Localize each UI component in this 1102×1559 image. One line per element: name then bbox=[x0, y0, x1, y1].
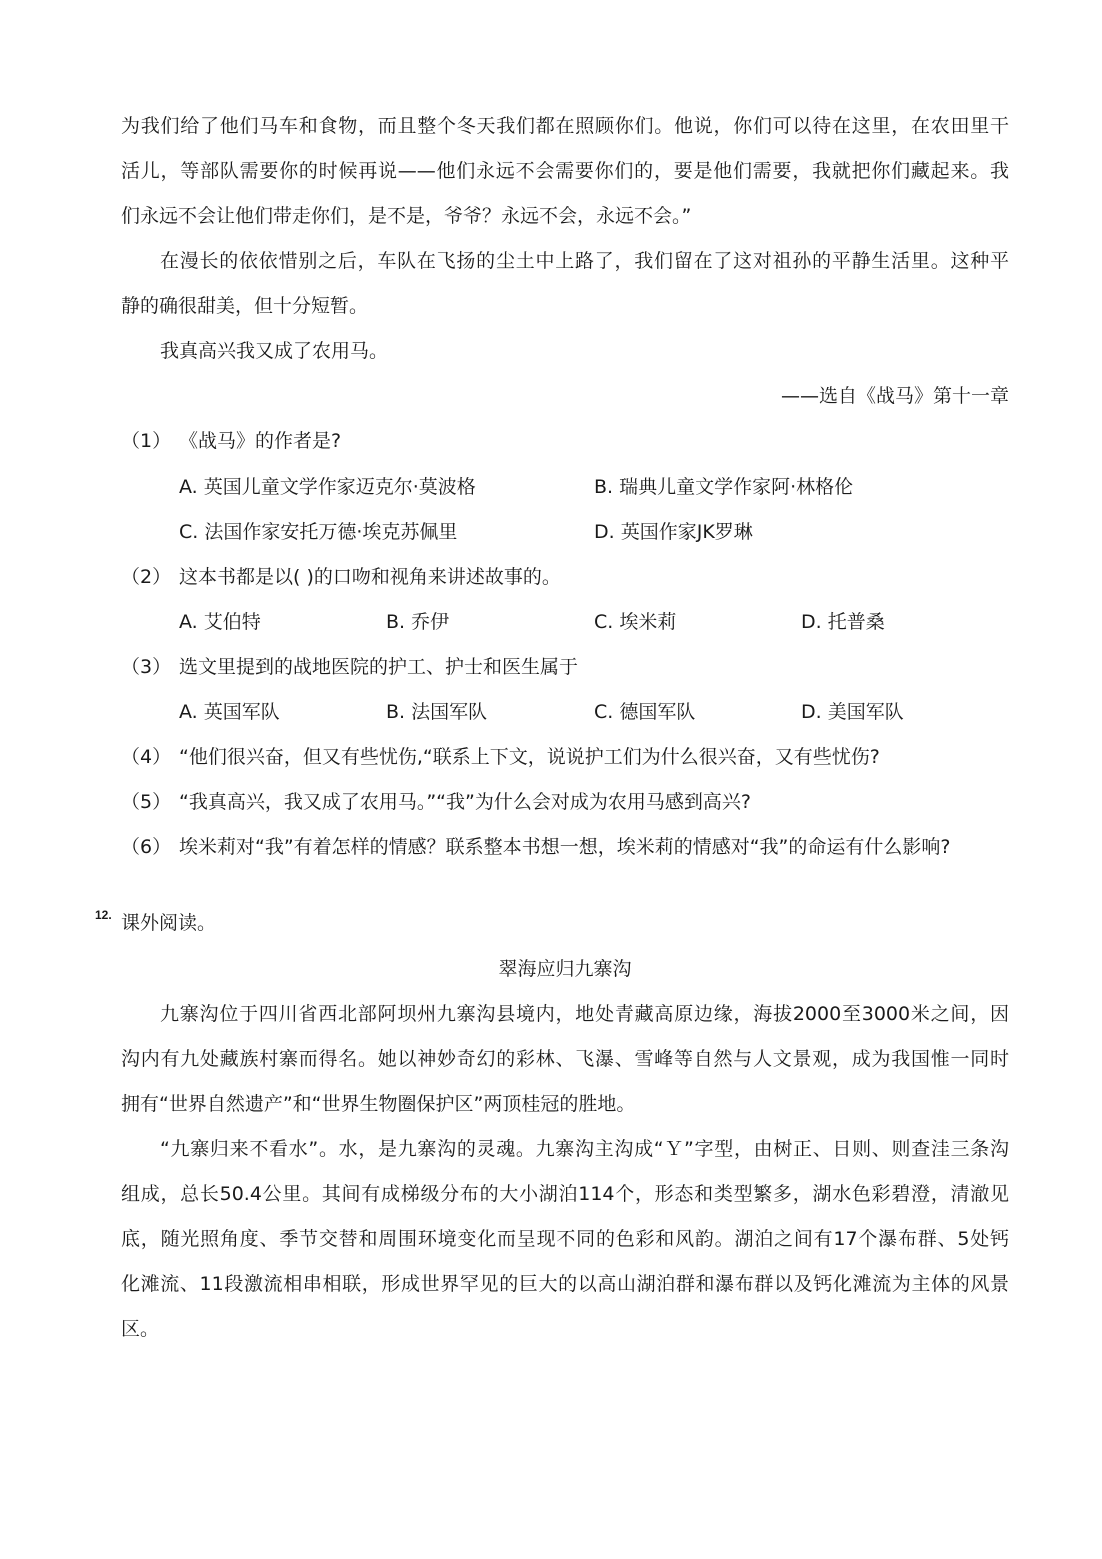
option-d: D. 美国军队 bbox=[801, 701, 904, 723]
article-line: 组成，总长50.4公里。其间有成梯级分布的大小湖泊114个，形态和类型繁多，湖水色彩碧澄，清澈见 bbox=[121, 1183, 1009, 1205]
question-text: 埃米莉对“我”有着怎样的情感？联系整本书想一想，埃米莉的情感对“我”的命运有什么影响? bbox=[179, 836, 951, 858]
article-title: 翠海应归九寨沟 bbox=[498, 958, 632, 980]
option-a: A. 英国军队 bbox=[179, 701, 280, 723]
passage1-line: 们永远不会让他们带走你们，是不是，爷爷？永远不会，永远不会。” bbox=[121, 205, 692, 227]
question-1 bbox=[121, 426, 341, 456]
option-c: C. 埃米莉 bbox=[594, 611, 677, 633]
question-4 bbox=[121, 742, 880, 772]
article-line: “九寨归来不看水”。水，是九寨沟的灵魂。九寨沟主沟成“Ｙ”字型，由树正、日则、则查洼三条沟 bbox=[160, 1138, 1009, 1160]
question-number: （4） bbox=[121, 746, 172, 768]
option-b: B. 乔伊 bbox=[386, 611, 450, 633]
question-12-number: 12. bbox=[95, 908, 112, 922]
option-a: A. 艾伯特 bbox=[179, 611, 261, 633]
option-c: C. 德国军队 bbox=[594, 701, 696, 723]
question-text: 选文里提到的战地医院的护工、护士和医生属于 bbox=[179, 656, 579, 678]
passage1-line: 在漫长的依依惜别之后，车队在飞扬的尘土中上路了，我们留在了这对祖孙的平静生活里。这种平 bbox=[160, 250, 1009, 272]
option-d: D. 托普桑 bbox=[801, 611, 885, 633]
question-number: （6） bbox=[121, 836, 172, 858]
option-b: B. 法国军队 bbox=[386, 701, 488, 723]
question-12-heading: 课外阅读。 bbox=[121, 912, 217, 934]
question-number: （3） bbox=[121, 656, 172, 678]
passage1-line: 活儿，等部队需要你的时候再说——他们永远不会需要你们的，要是他们需要，我就把你们藏起来。我 bbox=[121, 160, 1009, 182]
article-line: 沟内有九处藏族村寨而得名。她以神妙奇幻的彩林、飞瀑、雪峰等自然与人文景观，成为我国惟一同时 bbox=[121, 1048, 1009, 1070]
passage1-line: 我真高兴我又成了农用马。 bbox=[160, 340, 389, 362]
article-line: 九寨沟位于四川省西北部阿坝州九寨沟县境内，地处青藏高原边缘，海拔2000至3000米之间，因 bbox=[160, 1003, 1009, 1025]
article-line: 底，随光照角度、季节交替和周围环境变化而呈现不同的色彩和风韵。湖泊之间有17个瀑布群、5处钙 bbox=[121, 1228, 1009, 1250]
option-d: D. 英国作家JK罗琳 bbox=[594, 521, 753, 543]
option-b: B. 瑞典儿童文学作家阿·林格伦 bbox=[594, 476, 854, 498]
article-line: 区。 bbox=[121, 1318, 160, 1340]
question-3 bbox=[121, 652, 578, 682]
question-text: 《战马》的作者是? bbox=[179, 430, 342, 452]
question-text: 这本书都是以( )的口吻和视角来讲述故事的。 bbox=[179, 566, 561, 588]
question-number: （1） bbox=[121, 430, 172, 452]
source-citation: ——选自《战马》第十一章 bbox=[780, 385, 1009, 407]
article-line: 化滩流、11段激流相串相联，形成世界罕见的巨大的以高山湖泊群和瀑布群以及钙化滩流为主体的风景 bbox=[121, 1273, 1009, 1295]
option-a: A. 英国儿童文学作家迈克尔·莫波格 bbox=[179, 476, 476, 498]
passage1-line: 为我们给了他们马车和食物，而且整个冬天我们都在照顾你们。他说，你们可以待在这里，在农田里干 bbox=[121, 115, 1009, 137]
question-2 bbox=[121, 562, 561, 592]
question-6 bbox=[121, 832, 950, 862]
question-text: “我真高兴，我又成了农用马。”“我”为什么会对成为农用马感到高兴? bbox=[179, 791, 751, 813]
article-line: 拥有“世界自然遗产”和“世界生物圈保护区”两顶桂冠的胜地。 bbox=[121, 1093, 636, 1115]
question-5 bbox=[121, 787, 751, 817]
question-number: （2） bbox=[121, 566, 172, 588]
option-c: C. 法国作家安托万德·埃克苏佩里 bbox=[179, 521, 458, 543]
question-number: （5） bbox=[121, 791, 172, 813]
question-text: “他们很兴奋，但又有些忧伤,“联系上下文，说说护工们为什么很兴奋，又有些忧伤? bbox=[179, 746, 880, 768]
passage1-line: 静的确很甜美，但十分短暂。 bbox=[121, 295, 369, 317]
